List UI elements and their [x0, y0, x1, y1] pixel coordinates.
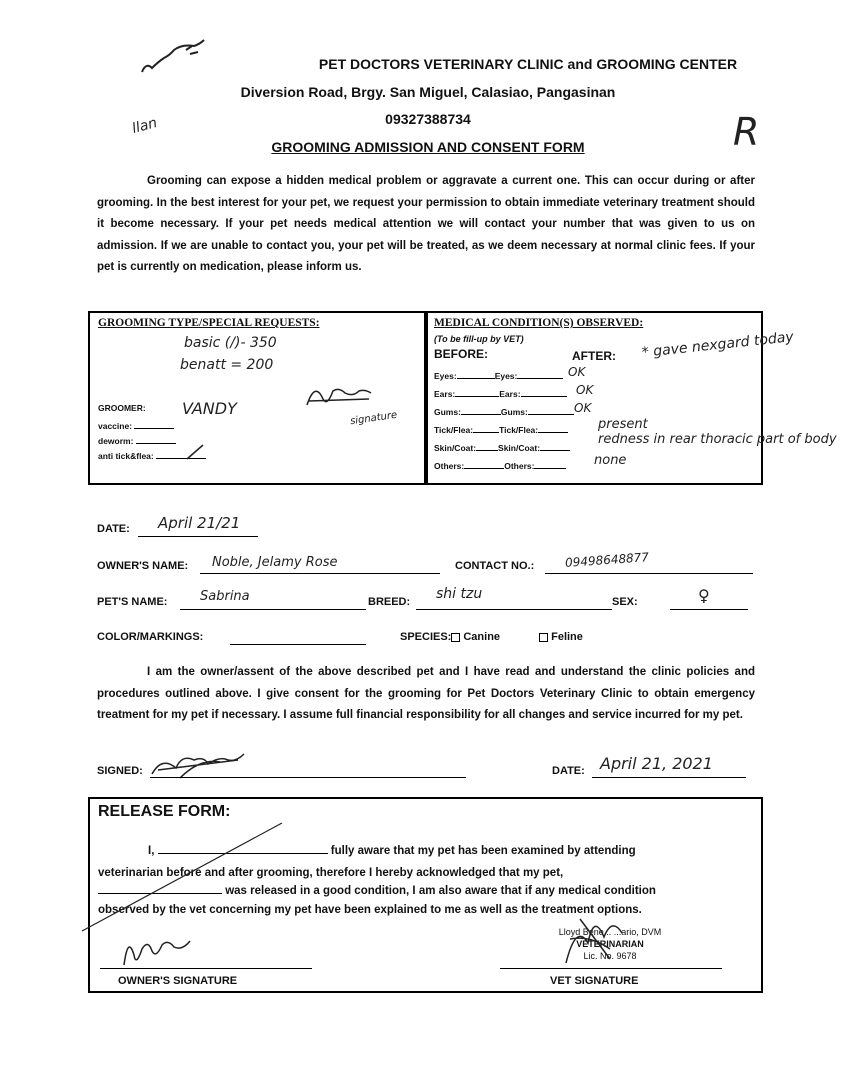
antitick-label: anti tick&flea: — [98, 451, 154, 461]
deworm-label: deworm: — [98, 436, 134, 446]
breed-line — [416, 609, 612, 610]
groomer-signature-note: signature — [349, 409, 398, 428]
signed-line — [150, 777, 466, 778]
release-line3-text: was released in a good condition, I am also aware that if any medical condition — [225, 885, 656, 897]
date-label: DATE: — [97, 523, 130, 535]
after-eyes-label: Eyes: — [494, 371, 518, 381]
after-ears-value: OK — [576, 383, 594, 397]
owner-name-line — [200, 573, 440, 574]
clinic-phone: 09327388734 — [385, 111, 471, 127]
groomer-signature — [305, 383, 375, 413]
owner-name-value: Noble, Jelamy Rose — [212, 555, 338, 570]
species-label: SPECIES: — [400, 631, 452, 643]
after-ears-label: Ears: — [499, 389, 521, 399]
intro-paragraph — [97, 171, 755, 279]
after-eyes-value: OK — [568, 365, 586, 379]
signed-date-label: DATE: — [552, 765, 585, 777]
owner-signature-label: OWNER'S SIGNATURE — [118, 975, 238, 987]
consent-paragraph — [97, 662, 755, 727]
owner-signature-scribble — [120, 931, 210, 971]
after-others-value: none — [594, 453, 627, 468]
after-gums-value: OK — [574, 401, 592, 415]
signed-date-line — [592, 777, 746, 778]
signed-date-value: April 21, 2021 — [600, 754, 713, 773]
margin-note-right: R — [733, 110, 760, 154]
clinic-address: Diversion Road, Brgy. San Miguel, Calasiao, Pangasinan — [240, 84, 616, 100]
vet-signature-label: VET SIGNATURE — [550, 975, 639, 987]
vet-signature-line — [500, 968, 722, 969]
contact-label: CONTACT NO.: — [455, 560, 535, 572]
species-feline-label: Feline — [551, 631, 583, 643]
medical-box — [424, 311, 837, 485]
deworm-row — [98, 436, 176, 446]
after-label: AFTER: — [572, 349, 616, 363]
vet-stamp-name: Lloyd Bene... ...ario, DVM — [558, 927, 662, 937]
sex-value: ♀ — [698, 586, 710, 605]
antitick-check-mark — [185, 443, 205, 461]
after-note: * gave nexgard today — [641, 329, 795, 361]
release-line4: observed by the vet concerning my pet have been explained to me as well as the treatment options. — [98, 904, 642, 916]
med-row-others — [434, 461, 566, 471]
signed-label: SIGNED: — [97, 765, 143, 777]
species-row — [400, 631, 583, 643]
breed-label: BREED: — [368, 596, 411, 608]
pet-name-line — [180, 609, 366, 610]
species-canine-label: Canine — [463, 631, 501, 643]
medical-box-title: MEDICAL CONDITION(S) OBSERVED: — [434, 317, 644, 329]
grooming-request-line2: benatt = 200 — [180, 357, 274, 373]
release-title: RELEASE FORM: — [98, 803, 231, 820]
medical-box-subtitle: (To be fill-up by VET) — [434, 334, 524, 344]
release-line2: veterinarian before and after grooming, therefore I hereby acknowledged that my pet, — [98, 867, 564, 879]
grooming-request-line1: basic (/)- 350 — [184, 335, 277, 351]
before-tick-label: Tick/Flea: — [434, 425, 474, 435]
vet-stamp-title: VETERINARIAN — [576, 939, 644, 949]
after-gums-label: Gums: — [500, 407, 528, 417]
vet-stamp-license: Lic. No. 9678 — [583, 951, 637, 961]
vaccine-row — [98, 421, 174, 431]
color-label: COLOR/MARKINGS: — [97, 631, 204, 643]
margin-note-left: llan — [130, 115, 159, 137]
grooming-box-title: GROOMING TYPE/SPECIAL REQUESTS: — [98, 317, 320, 329]
groomer-value: VANDY — [182, 399, 237, 418]
contact-line — [545, 573, 753, 574]
before-others-label: Others: — [434, 461, 465, 471]
contact-value: 09498648877 — [564, 550, 650, 570]
sex-label: SEX: — [612, 596, 638, 608]
med-row-tick — [434, 425, 568, 435]
groomer-label: GROOMER: — [98, 403, 146, 413]
clinic-name: PET DOCTORS VETERINARY CLINIC and GROOMING CENTER — [318, 56, 738, 72]
after-tick-label: Tick/Flea: — [499, 425, 539, 435]
breed-value: shi tzu — [436, 586, 483, 602]
after-skin-value: redness in rear thoracic part of body — [598, 432, 837, 447]
med-row-ears — [434, 389, 567, 399]
after-skin-label: Skin/Coat: — [498, 443, 541, 453]
before-label: BEFORE: — [434, 347, 488, 361]
med-row-skin — [434, 443, 570, 453]
date-value: April 21/21 — [158, 514, 241, 532]
before-eyes-label: Eyes: — [434, 371, 457, 381]
med-row-gums — [434, 407, 574, 417]
pet-name-value: Sabrina — [200, 589, 250, 604]
pet-name-label: PET'S NAME: — [97, 596, 168, 608]
release-line1-text: fully aware that my pet has been examined by attending — [330, 845, 636, 857]
before-gums-label: Gums: — [434, 407, 461, 417]
consent-text: I am the owner/assent of the above described pet and I have read and understand the clinic policies and procedures outlined above. I give consent for the grooming for Pet Doctors Veterinary Clinic to obtain emergency treatment for my pet if necessary. I assume full financial responsibility for all changes and service incurred for my pet. — [97, 666, 755, 721]
form-title: GROOMING ADMISSION AND CONSENT FORM — [271, 139, 585, 155]
grooming-box — [88, 311, 428, 485]
before-ears-label: Ears: — [434, 389, 456, 399]
consent-signature-scribble — [150, 750, 260, 780]
feline-checkbox[interactable] — [539, 633, 548, 642]
sex-line — [670, 609, 748, 610]
med-row-eyes — [434, 371, 634, 381]
release-box — [88, 797, 763, 993]
before-skin-label: Skin/Coat: — [434, 443, 477, 453]
vaccine-label: vaccine: — [98, 421, 133, 431]
owner-signature-line — [100, 968, 312, 969]
date-line — [138, 536, 258, 537]
vet-signature-scribble — [560, 909, 630, 969]
canine-checkbox[interactable] — [451, 633, 460, 642]
release-i: I, — [148, 845, 155, 857]
color-line — [230, 644, 366, 645]
owner-name-label: OWNER'S NAME: — [97, 560, 189, 572]
after-others-label: Others: — [504, 461, 535, 471]
release-diagonal-strike — [78, 819, 288, 939]
intro-text: Grooming can expose a hidden medical problem or aggravate a current one. This can occur during or after grooming. In the best interest for your pet, we request your permission to obtain immediate veterinary treatment should it become necessary. If your pet needs medical attention we will contact your number that was given to us on admission. If we are unable to contact you, your pet will be treated, as we deem necessary at normal clinic fees. If your pet is currently on medication, please inform us. — [97, 175, 755, 274]
after-tick-value: present — [598, 417, 648, 432]
